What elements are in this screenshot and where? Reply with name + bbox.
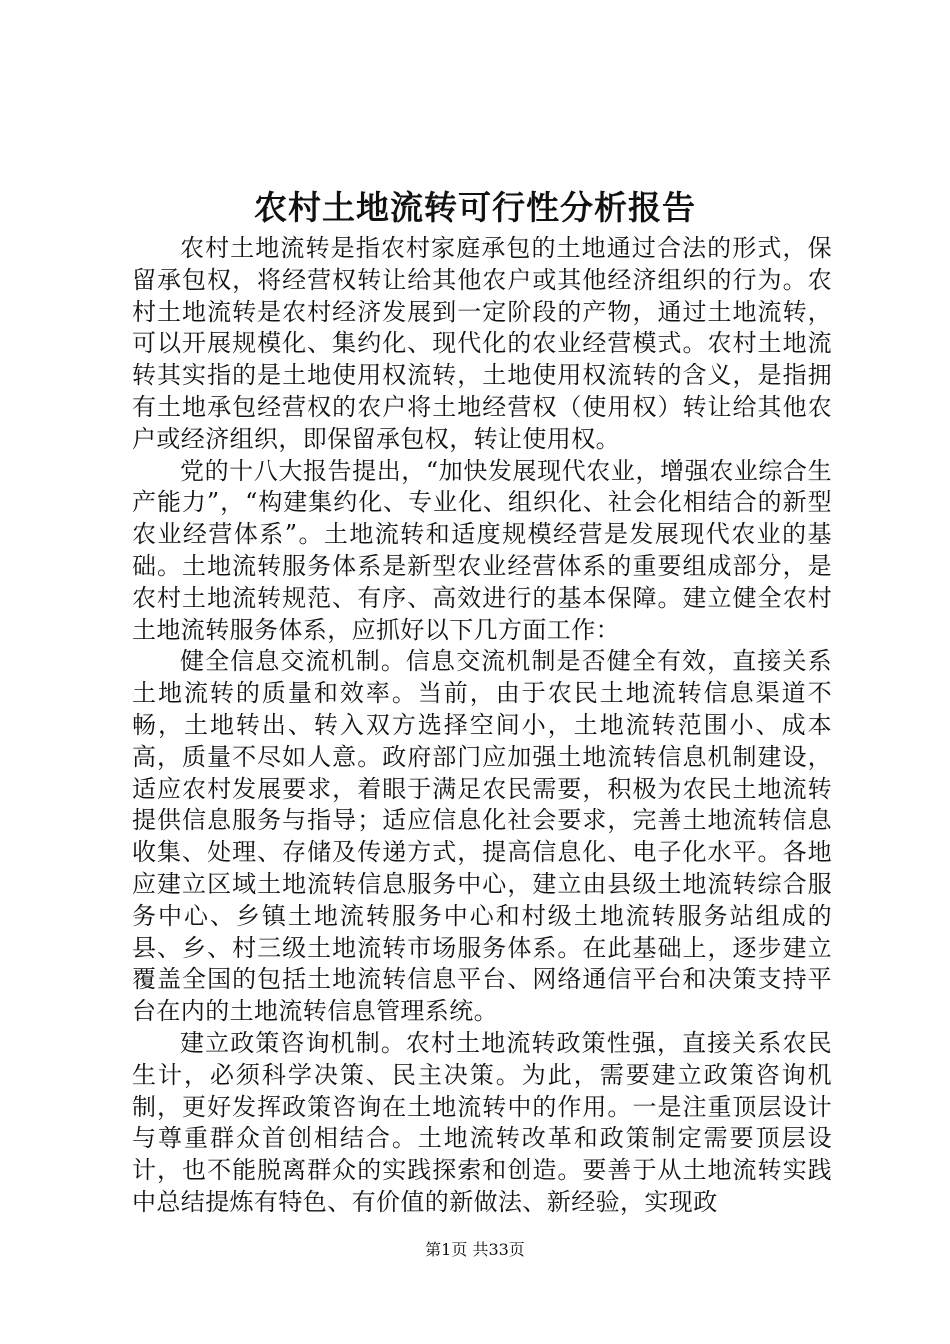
- paragraph-4: 建立政策咨询机制。农村土地流转政策性强，直接关系农民生计，必须科学决策、民主决策。为此，需要建立政策咨询机制，更好发挥政策咨询在土地流转中的作用。一是注重顶层设计与尊重群众首创相结合。土地流转改革和政策制定需要顶层设计，也不能脱离群众的实践探索和创造。要善于从土地流转实践中总结提炼有特色、有价值的新做法、新经验，实现政: [132, 1028, 832, 1216]
- page-number-footer: 第1页 共33页: [425, 1240, 525, 1259]
- document-title: 农村土地流转可行性分析报告: [254, 188, 696, 227]
- document-body: [132, 233, 832, 1219]
- paragraph-3: 健全信息交流机制。信息交流机制是否健全有效，直接关系土地流转的质量和效率。当前，由于农民土地流转信息渠道不畅，土地转出、转入双方选择空间小，土地流转范围小、成本高，质量不尽如人意。政府部门应加强土地流转信息机制建设，适应农村发展要求，着眼于满足农民需要，积极为农民土地流转提供信息服务与指导；适应信息化社会要求，完善土地流转信息收集、处理、存储及传递方式，提高信息化、电子化水平。各地应建立区域土地流转信息服务中心，建立由县级土地流转综合服务中心、乡镇土地流转服务中心和村级土地流转服务站组成的县、乡、村三级土地流转市场服务体系。在此基础上，逐步建立覆盖全国的包括土地流转信息平台、网络通信平台和决策支持平台在内的土地流转信息管理系统。: [132, 647, 832, 1026]
- paragraph-1: 农村土地流转是指农村家庭承包的土地通过合法的形式，保留承包权，将经营权转让给其他农户或其他经济组织的行为。农村土地流转是农村经济发展到一定阶段的产物，通过土地流转，可以开展规模化、集约化、现代化的农业经营模式。农村土地流转其实指的是土地使用权流转，土地使用权流转的含义，是指拥有土地承包经营权的农户将土地经营权（使用权）转让给其他农户或经济组织，即保留承包权，转让使用权。: [132, 234, 832, 453]
- paragraph-2: 党的十八大报告提出，“加快发展现代农业，增强农业综合生产能力”，“构建集约化、专业化、组织化、社会化相结合的新型农业经营体系”。土地流转和适度规模经营是发展现代农业的基础。土地流转服务体系是新型农业经营体系的重要组成部分，是农村土地流转规范、有序、高效进行的基本保障。建立健全农村土地流转服务体系，应抓好以下几方面工作：: [132, 456, 832, 644]
